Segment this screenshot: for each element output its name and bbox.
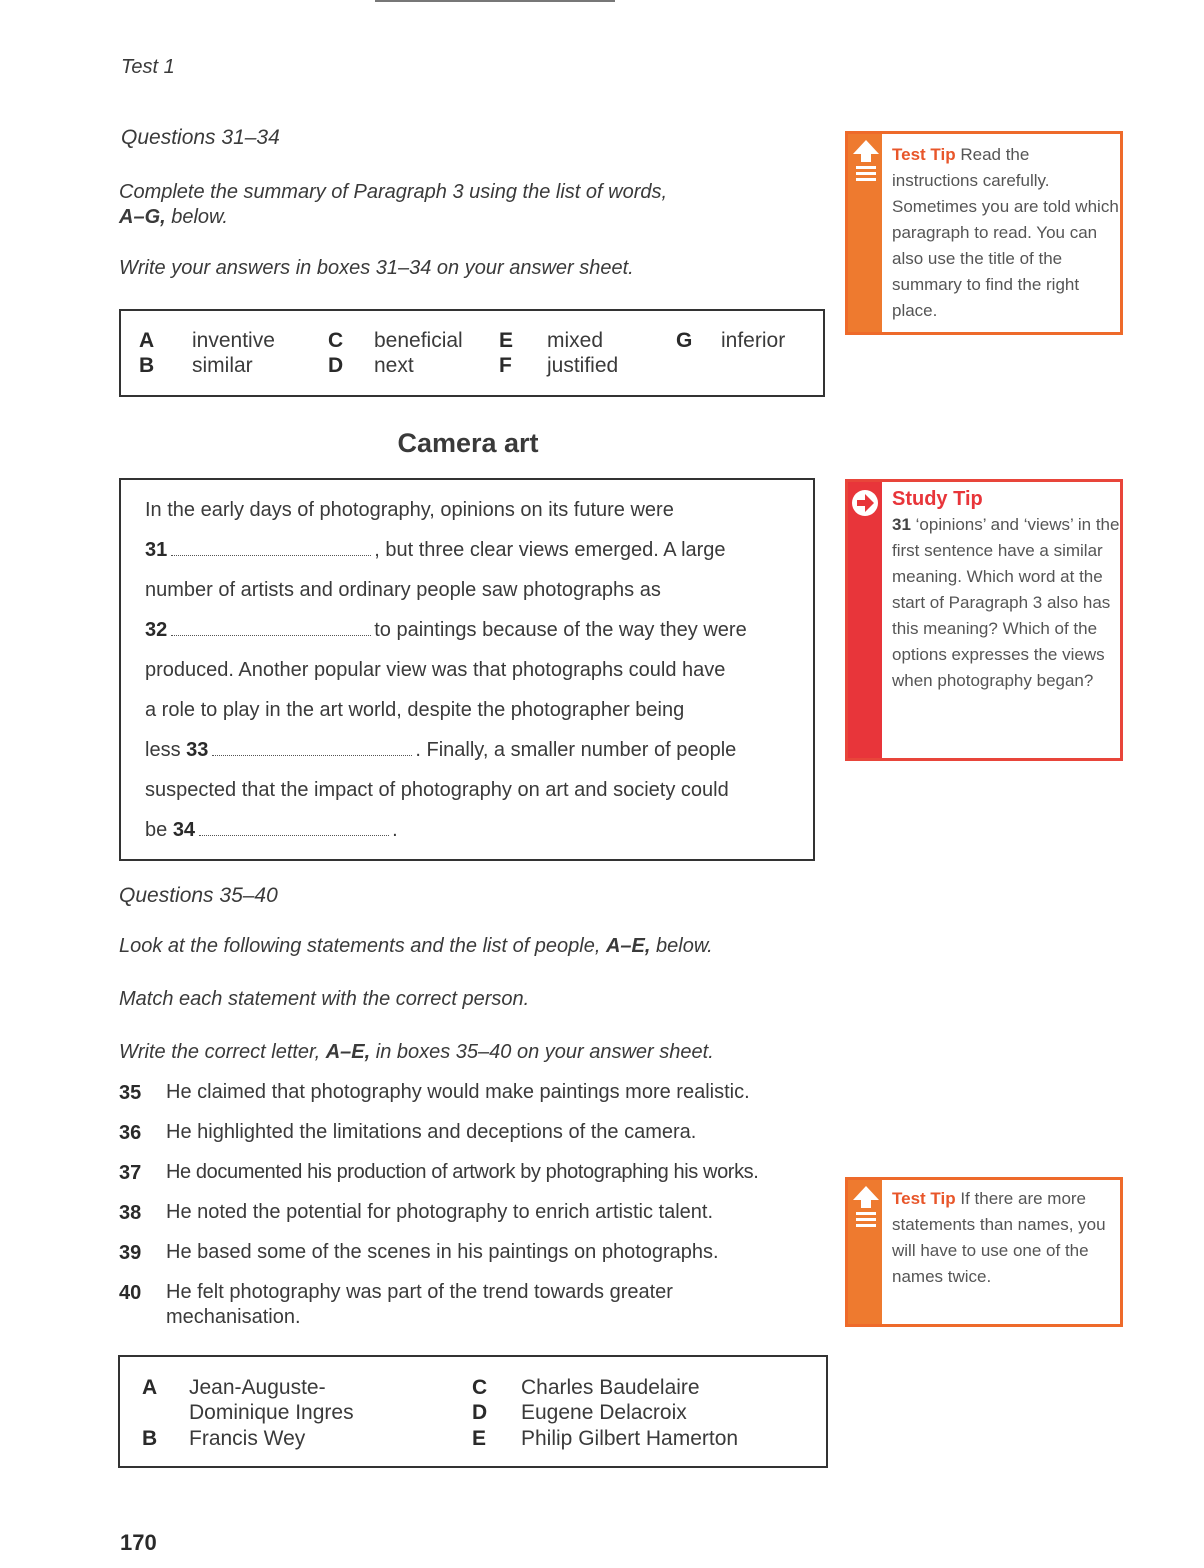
person-name: Francis Wey — [189, 1427, 306, 1450]
summary-line: a role to play in the art world, despite the photographer being — [145, 699, 685, 721]
summary-line: less 33 . Finally, a smaller number of people — [145, 739, 737, 761]
arrow-right-icon — [850, 488, 880, 518]
statement-number: 39 — [119, 1242, 142, 1264]
person-letter: A — [142, 1376, 158, 1399]
summary-box — [119, 478, 815, 861]
statement-number: 35 — [119, 1082, 142, 1104]
test-label: Test 1 — [121, 56, 175, 78]
statement-text: He highlighted the limitations and deceptions of the camera. — [166, 1121, 697, 1143]
option-word: similar — [192, 354, 253, 377]
test-tip-box — [845, 131, 1123, 335]
statement-text: He based some of the scenes in his paintings on photographs. — [166, 1241, 719, 1263]
summary-line: be 34 . — [145, 819, 398, 841]
tip-text: Test Tip Read the instructions carefully. Sometimes you are told which paragraph to read. You can also use the title of the summary to find the right place. — [892, 145, 1119, 320]
statement-number: 36 — [119, 1122, 142, 1144]
gap-33[interactable] — [212, 754, 412, 756]
option-letter: B — [139, 354, 155, 377]
person-letter: E — [472, 1427, 487, 1450]
study-tip-box — [845, 479, 1123, 761]
arrow-up-icon — [851, 1184, 881, 1230]
questions-35-40-heading: Questions 35–40 — [119, 884, 278, 907]
statement-number: 40 — [119, 1282, 142, 1304]
option-word: inventive — [192, 329, 275, 352]
person-name-cont: Dominique Ingres — [189, 1401, 354, 1424]
summary-title: Camera art — [397, 428, 539, 458]
option-word: justified — [547, 354, 619, 377]
person-name: Jean-Auguste- — [189, 1376, 326, 1399]
instruction-write-letter: Write the correct letter, A–E, in boxes 35–40 on your answer sheet. — [119, 1041, 714, 1063]
statement-number: 38 — [119, 1202, 142, 1224]
gap-31[interactable] — [171, 554, 371, 556]
person-name: Philip Gilbert Hamerton — [521, 1427, 739, 1450]
person-letter: C — [472, 1376, 488, 1399]
test-tip-box-2 — [845, 1177, 1123, 1327]
summary-line: suspected that the impact of photography on art and society could — [145, 779, 729, 801]
option-letter: E — [499, 329, 514, 352]
page-number: 170 — [120, 1530, 157, 1555]
statement-text: He noted the potential for photography to enrich artistic talent. — [166, 1201, 714, 1223]
top-rule — [375, 0, 615, 2]
summary-line: produced. Another popular view was that photographs could have — [145, 659, 726, 681]
statement-text: He documented his production of artwork by photographing his works. — [166, 1161, 759, 1183]
arrow-up-icon — [851, 138, 881, 184]
people-list-box — [118, 1355, 828, 1468]
gap-32[interactable] — [171, 634, 371, 636]
option-word: next — [374, 354, 414, 377]
summary-line: In the early days of photography, opinions on its future were — [145, 499, 674, 521]
instruction-answer-boxes: Write your answers in boxes 31–34 on your answer sheet. — [119, 257, 634, 279]
option-word: inferior — [721, 329, 786, 352]
tip-text: Study Tip 31 ‘opinions’ and ‘views’ in the first sentence have a similar meaning. Which word at the start of Paragraph 3 also has this meaning? Which of the options expresses the views when photography began? — [892, 488, 1120, 690]
questions-31-34-heading: Questions 31–34 — [121, 126, 280, 149]
tip-text: Test Tip If there are more statements than names, you will have to use one of the names twice. — [892, 1189, 1106, 1286]
gap-34[interactable] — [199, 834, 389, 836]
summary-line: number of artists and ordinary people saw photographs as — [145, 579, 661, 601]
option-letter: F — [499, 354, 512, 377]
person-name: Eugene Delacroix — [521, 1401, 687, 1424]
option-letter: C — [328, 329, 344, 352]
statement-text: He claimed that photography would make paintings more realistic. — [166, 1081, 750, 1103]
summary-line: 31 , but three clear views emerged. A large — [145, 539, 726, 561]
instruction-match: Match each statement with the correct person. — [119, 988, 530, 1010]
instruction-summary: Complete the summary of Paragraph 3 using the list of words, A–G, below. — [119, 181, 668, 228]
statement-number: 37 — [119, 1162, 142, 1184]
person-letter: D — [472, 1401, 488, 1424]
option-letter: G — [676, 329, 693, 352]
tip-bar — [848, 482, 882, 758]
option-letter: D — [328, 354, 344, 377]
person-name: Charles Baudelaire — [521, 1376, 700, 1399]
person-letter: B — [142, 1427, 158, 1450]
option-word: beneficial — [374, 329, 463, 352]
summary-line: 32 to paintings because of the way they were — [145, 619, 747, 641]
statement-text: He felt photography was part of the trend towards greater mechanisation. — [166, 1281, 673, 1328]
word-list-box — [119, 309, 825, 397]
option-letter: A — [139, 329, 155, 352]
instruction-match-list: Look at the following statements and the list of people, A–E, below. — [119, 935, 713, 957]
option-word: mixed — [547, 329, 604, 352]
